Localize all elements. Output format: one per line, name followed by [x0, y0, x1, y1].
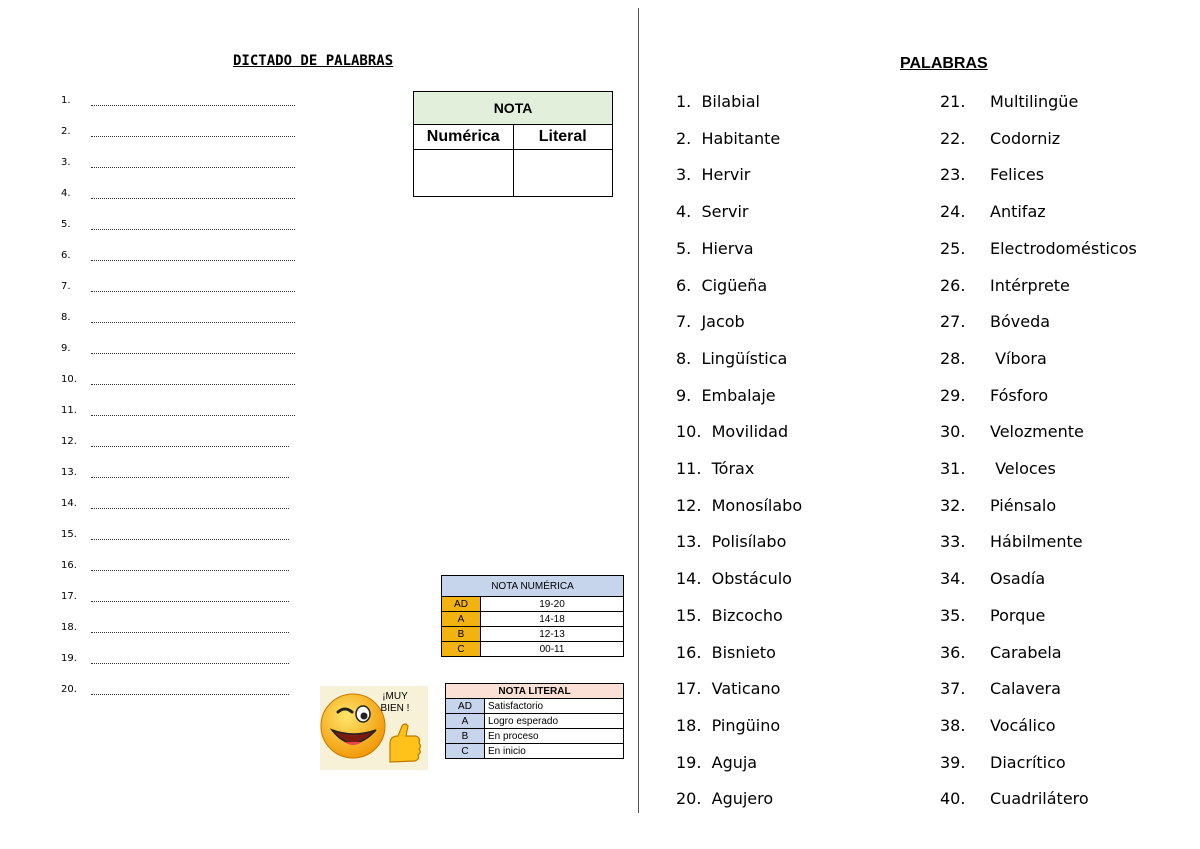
grade-range: 14-18: [481, 612, 624, 627]
line-number: 15.: [61, 529, 77, 540]
grade-numeric-label: Numérica: [414, 125, 514, 149]
line-number: 9.: [61, 343, 71, 354]
answer-line[interactable]: [91, 601, 289, 602]
word-item: 7. Jacob: [676, 312, 745, 332]
grade-box-header: NOTA: [414, 92, 612, 125]
line-number: 1.: [61, 95, 71, 106]
grade-range: 12-13: [481, 627, 624, 642]
word-number: 40.: [940, 789, 966, 809]
word-number: 27.: [940, 312, 966, 332]
answer-line[interactable]: [91, 694, 289, 695]
word-item: 14. Obstáculo: [676, 569, 792, 589]
word-number: 21.: [940, 92, 966, 111]
answer-line[interactable]: [91, 570, 289, 571]
word-number: 38.: [940, 715, 966, 735]
word-item: 15. Bizcocho: [676, 605, 783, 625]
word-item: Felices: [990, 165, 1045, 185]
word-number: 29.: [940, 385, 966, 405]
grade-code: A: [442, 612, 481, 627]
line-number: 12.: [61, 436, 77, 447]
word-item: 6. Cigüeña: [676, 275, 768, 295]
word-number: 31.: [940, 459, 966, 478]
line-number: 13.: [61, 467, 77, 478]
word-item: Porque: [990, 605, 1046, 625]
word-item: Codorniz: [990, 128, 1061, 148]
answer-line[interactable]: [91, 229, 295, 230]
grade-range: 00-11: [481, 642, 624, 657]
line-number: 3.: [61, 157, 71, 168]
word-item: Bóveda: [990, 312, 1051, 332]
word-number: 28.: [940, 348, 966, 368]
grade-code: AD: [442, 597, 481, 612]
word-number: 37.: [940, 679, 966, 699]
word-item: Velozmente: [990, 422, 1084, 442]
answer-line[interactable]: [91, 415, 295, 416]
answer-line[interactable]: [91, 198, 295, 199]
word-number: 34.: [940, 569, 966, 589]
word-item: 18. Pingüino: [676, 715, 781, 735]
literal-grade-header: NOTA LITERAL: [446, 684, 624, 699]
grade-code: C: [446, 744, 485, 759]
grade-code: B: [446, 729, 485, 744]
grade-numeric-cell: [414, 150, 514, 197]
word-item: Multilingüe: [990, 92, 1079, 111]
line-number: 20.: [61, 684, 77, 695]
word-item: Electrodomésticos: [990, 238, 1137, 258]
grade-description: En inicio: [485, 744, 624, 759]
line-number: 17.: [61, 591, 77, 602]
literal-grade-table: [445, 683, 624, 759]
grade-literal-label: Literal: [538, 128, 587, 145]
line-number: 2.: [61, 126, 71, 137]
word-number: 25.: [940, 238, 966, 258]
word-item: 10. Movilidad: [676, 422, 789, 442]
word-item: 3. Hervir: [676, 165, 751, 185]
word-item: Hábilmente: [990, 532, 1083, 552]
word-item: 17. Vaticano: [676, 679, 781, 699]
word-number: 24.: [940, 202, 966, 222]
answer-line[interactable]: [91, 663, 289, 664]
grade-description: Satisfactorio: [485, 699, 624, 714]
grade-box: [413, 91, 613, 197]
answer-line[interactable]: [91, 167, 295, 168]
word-item: Víbora: [990, 348, 1047, 368]
word-item: 12. Monosílabo: [676, 495, 803, 515]
grade-code: C: [442, 642, 481, 657]
word-item: Piénsalo: [990, 495, 1057, 515]
word-item: 11. Tórax: [676, 459, 755, 478]
line-number: 7.: [61, 281, 71, 292]
line-number: 5.: [61, 219, 71, 230]
word-number: 30.: [940, 422, 966, 442]
answer-line[interactable]: [91, 291, 295, 292]
line-number: 16.: [61, 560, 77, 571]
answer-line[interactable]: [91, 508, 289, 509]
line-number: 4.: [61, 188, 71, 199]
answer-line[interactable]: [91, 384, 295, 385]
line-number: 6.: [61, 250, 71, 261]
words-title: PALABRAS: [900, 55, 988, 72]
word-item: Fósforo: [990, 385, 1049, 405]
line-number: 11.: [61, 405, 77, 416]
grade-range: 19-20: [481, 597, 624, 612]
grade-description: En proceso: [485, 729, 624, 744]
word-item: 1. Bilabial: [676, 92, 760, 111]
answer-line[interactable]: [91, 477, 289, 478]
answer-line[interactable]: [91, 322, 295, 323]
line-number: 18.: [61, 622, 77, 633]
word-number: 39.: [940, 752, 966, 772]
word-item: 4. Servir: [676, 202, 749, 222]
word-number: 35.: [940, 605, 966, 625]
answer-line[interactable]: [91, 105, 295, 106]
word-item: 13. Polisílabo: [676, 532, 787, 552]
word-item: 19. Aguja: [676, 752, 758, 772]
grade-code: B: [442, 627, 481, 642]
word-number: 33.: [940, 532, 966, 552]
grade-literal-cell: [514, 150, 613, 197]
muy-bien-line-2: BIEN !: [380, 703, 410, 714]
word-number: 36.: [940, 642, 966, 662]
word-item: 20. Agujero: [676, 789, 774, 809]
answer-line[interactable]: [91, 446, 289, 447]
word-item: Carabela: [990, 642, 1062, 662]
word-item: 16. Bisnieto: [676, 642, 776, 662]
word-item: 9. Embalaje: [676, 385, 776, 405]
word-item: Antifaz: [990, 202, 1046, 222]
answer-line[interactable]: [91, 539, 289, 540]
word-item: 8. Lingüística: [676, 348, 788, 368]
answer-line[interactable]: [91, 136, 295, 137]
dictation-title: DICTADO DE PALABRAS: [233, 53, 394, 69]
grade-code: A: [446, 714, 485, 729]
word-item: Diacrítico: [990, 752, 1066, 772]
line-number: 10.: [61, 374, 77, 385]
word-number: 22.: [940, 128, 966, 148]
word-item: Cuadrilátero: [990, 789, 1089, 809]
word-item: Calavera: [990, 679, 1061, 699]
word-item: 5. Hierva: [676, 238, 754, 258]
word-item: Intérprete: [990, 275, 1070, 295]
grade-description: Logro esperado: [485, 714, 624, 729]
line-number: 14.: [61, 498, 77, 509]
muy-bien-line-1: ¡MUY: [382, 691, 408, 702]
grade-code: AD: [446, 699, 485, 714]
answer-line[interactable]: [91, 260, 295, 261]
line-number: 19.: [61, 653, 77, 664]
numeric-grade-header: NOTA NUMÉRICA: [442, 576, 624, 597]
word-number: 23.: [940, 165, 966, 185]
line-number: 8.: [61, 312, 71, 323]
word-number: 32.: [940, 495, 966, 515]
word-item: Veloces: [990, 459, 1056, 478]
page-divider: [638, 8, 639, 813]
word-item: Osadía: [990, 569, 1046, 589]
word-item: Vocálico: [990, 715, 1056, 735]
numeric-grade-table: [441, 575, 624, 657]
answer-line[interactable]: [91, 353, 295, 354]
answer-line[interactable]: [91, 632, 289, 633]
word-item: 2. Habitante: [676, 128, 781, 148]
word-number: 26.: [940, 275, 966, 295]
muy-bien-caption: [363, 691, 427, 715]
